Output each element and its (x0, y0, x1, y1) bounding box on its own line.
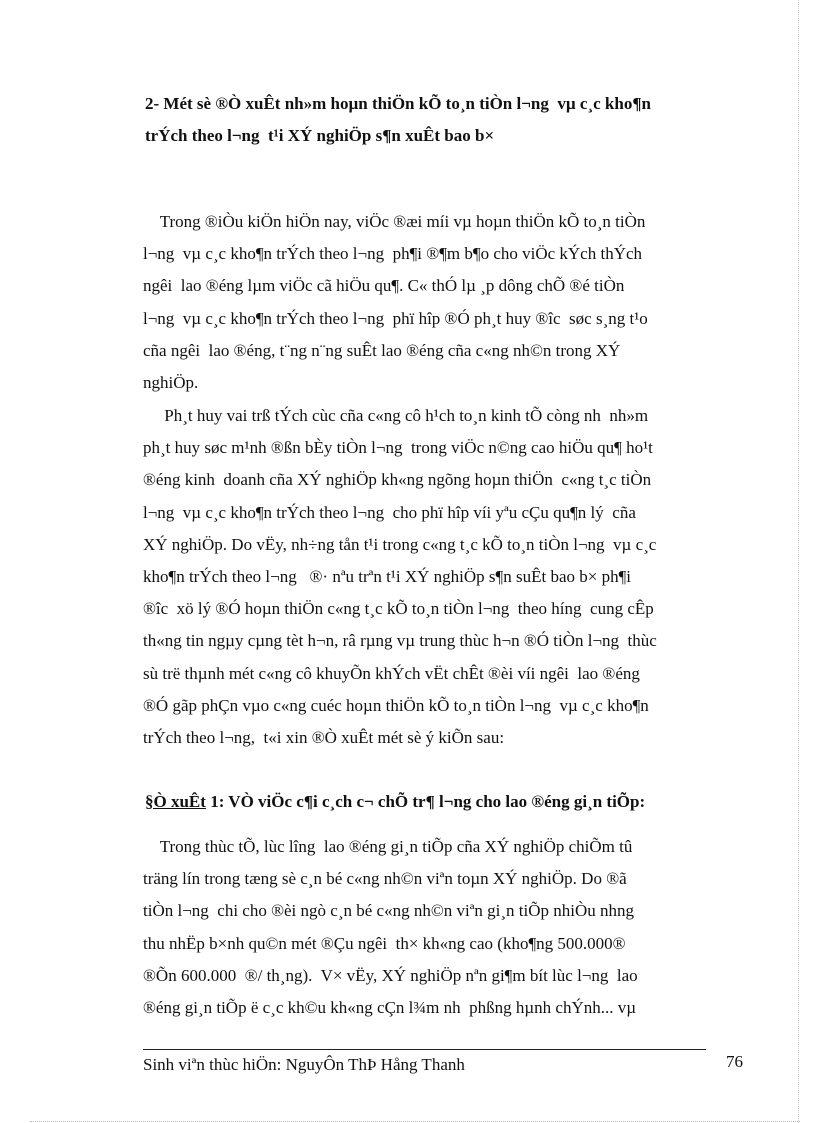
paragraph-line: l¬ng vµ c¸c kho¶n trÝch theo l¬ng cho phï hîp víi yªu cÇu qu¶n lý cña (143, 502, 636, 522)
paragraph-line: l¬ng vµ c¸c kho¶n trÝch theo l¬ng ph¶i ®¶m b¶o cho viÖc kÝch thÝch (143, 244, 643, 264)
paragraph-line: ph¸t huy søc m¹nh ®ßn bÈy tiÒn l¬ng trong viÖc n©ng cao hiÖu qu¶ ho¹t (143, 438, 653, 458)
heading-line: 2- Mét sè ®Ò xuÊt nh»m hoµn thiÖn kÕ to¸n tiÒn l¬ng vµ c¸c kho¶n (145, 94, 651, 113)
section-heading (145, 88, 757, 152)
proposal-heading (145, 792, 645, 812)
paragraph-line: Trong ®iÒu kiÖn hiÖn nay, viÖc ®æi míi vµ hoµn thiÖn kÕ to¸n tiÒn (143, 212, 646, 231)
paragraph-line: ®Ó gãp phÇn vµo c«ng cuéc hoµn thiÖn kÕ to¸n tiÒn l¬ng vµ c¸c kho¶n (143, 695, 649, 715)
heading-line: trÝch theo l¬ng t¹i XÝ nghiÖp s¶n xuÊt bao b× (145, 126, 495, 145)
paragraph-line: ®éng kinh doanh cña XÝ nghiÖp kh«ng ngõng hoµn thiÖn c«ng t¸c tiÒn (143, 470, 652, 490)
footer-rule (143, 1049, 706, 1050)
footer-author: Sinh viªn thùc hiÖn: NguyÔn ThÞ Hång Thanh (143, 1055, 465, 1074)
paragraph-line: Trong thùc tÕ, lùc lîng lao ®éng gi¸n tiÕp cña XÝ nghiÖp chiÕm tû (143, 837, 633, 856)
paragraph-line: tiÒn l¬ng chi cho ®èi ngò c¸n bé c«ng nh©n viªn gi¸n tiÕp nhiÒu nhng (143, 901, 635, 921)
paragraph-line: ®îc xö lý ®Ó hoµn thiÖn c«ng t¸c kÕ to¸n tiÒn l¬ng theo híng cung cÊp (143, 599, 654, 619)
paragraph-line: sù trë thµnh mét c«ng cô khuyÕn khÝch vËt chÊt ®èi víi ngêi lao ®éng (143, 663, 640, 683)
paragraph-line: nghiÖp. (143, 373, 199, 393)
page-bottom-edge (30, 1121, 800, 1122)
page-number: 76 (726, 1052, 743, 1071)
proposal-label: §Ò xuÊt (145, 792, 206, 811)
page-right-edge (798, 0, 799, 1123)
paragraph-3 (143, 831, 756, 1024)
paragraph-line: XÝ nghiÖp. Do vËy, nh÷ng tån t¹i trong c«ng t¸c kÕ to¸n tiÒn l¬ng vµ c¸c (143, 534, 657, 554)
paragraph-1 (143, 206, 756, 399)
paragraph-line: ®Õn 600.000 ®/ th¸ng). V× vËy, XÝ nghiÖp nªn gi¶m bít lùc l¬ng lao (143, 965, 638, 985)
proposal-title: 1: VÒ viÖc c¶i c¸ch c¬ chÕ tr¶ l¬ng cho lao ®éng gi¸n tiÕp: (205, 792, 646, 811)
paragraph-2 (143, 400, 756, 754)
paragraph-line: ®éng gi¸n tiÕp ë c¸c kh©u kh«ng cÇn l¾m nh phßng hµnh chÝnh... vµ (143, 998, 637, 1018)
paragraph-line: th«ng tin ngµy cµng tèt h¬n, râ rµng vµ trung thùc h¬n ®Ó tiÒn l¬ng thùc (143, 631, 657, 651)
paragraph-line: thu nhËp b×nh qu©n mét ®Çu ngêi th× kh«ng cao (kho¶ng 500.000® (143, 933, 626, 953)
paragraph-line: trÝch theo l¬ng, t«i xin ®Ò xuÊt mét sè ý kiÕn sau: (143, 728, 505, 748)
paragraph-line: kho¶n trÝch theo l¬ng ®· nªu trªn t¹i XÝ nghiÖp s¶n suÊt bao b× ph¶i (143, 567, 632, 587)
paragraph-line: l¬ng vµ c¸c kho¶n trÝch theo l¬ng phï hîp ®Ó ph¸t huy ®îc søc s¸ng t¹o (143, 308, 648, 328)
paragraph-line: ngêi lao ®éng lµm viÖc cã hiÖu qu¶. C« thÓ lµ ¸p dông chÕ ®é tiÒn (143, 276, 625, 296)
paragraph-line: cña ngêi lao ®éng, t¨ng n¨ng suÊt lao ®éng cña c«ng nh©n trong XÝ (143, 340, 621, 360)
paragraph-line: träng lín trong tæng sè c¸n bé c«ng nh©n viªn toµn XÝ nghiÖp. Do ®ã (143, 869, 627, 889)
paragraph-line: Ph¸t huy vai trß tÝch cùc cña c«ng cô h¹ch to¸n kinh tÕ còng nh nh»m (143, 406, 649, 425)
